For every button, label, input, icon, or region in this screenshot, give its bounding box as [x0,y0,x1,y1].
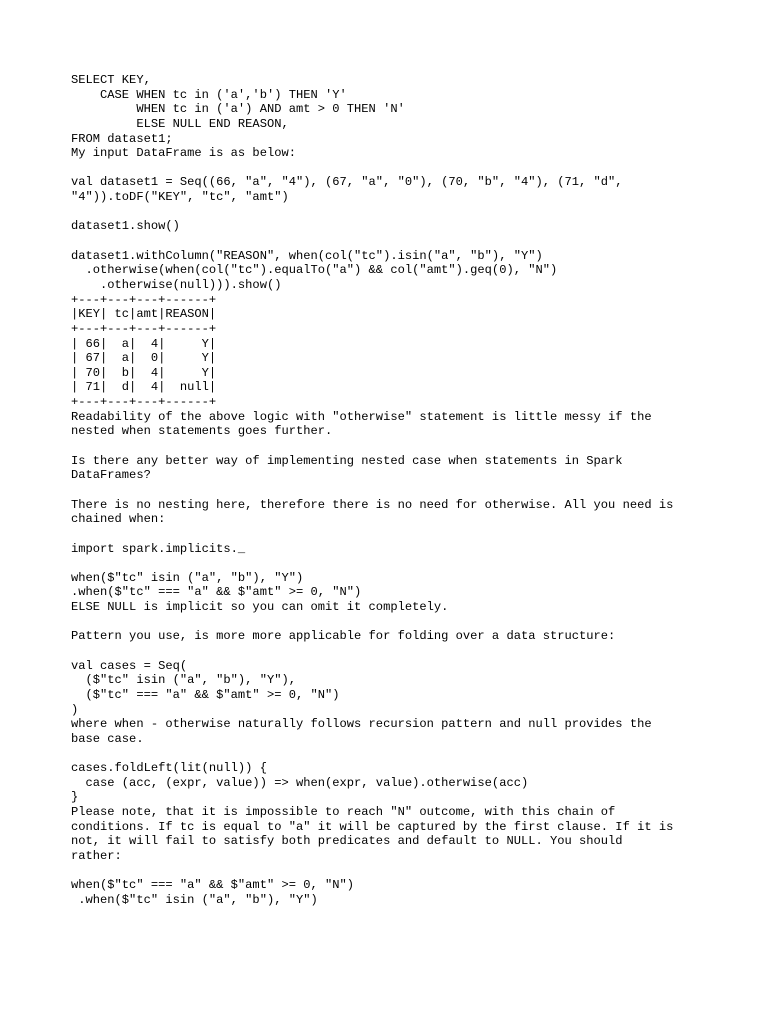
blank-line [71,439,751,454]
table-row: | 71| d| 4| null| [71,380,217,395]
table-row: | 66| a| 4| Y| [71,336,217,351]
sql-line: ELSE NULL END REASON, [71,116,289,131]
text-line: nested when statements goes further. [71,424,333,439]
code-line: ($"tc" === "a" && $"amt" >= 0, "N") [71,687,340,702]
blank-line [71,527,751,542]
code-line: when($"tc" === "a" && $"amt" >= 0, "N") [71,878,355,893]
table-header-line: |KEY| tc|amt|REASON| [71,307,217,322]
table-row: | 70| b| 4| Y| [71,365,217,380]
text-line: conditions. If tc is equal to "a" it will be captured by the first clause. If it is [71,819,674,834]
sql-line: CASE WHEN tc in ('a','b') THEN 'Y' [71,87,347,102]
blank-line [71,864,751,879]
code-line: dataset1.withColumn("REASON", when(col("tc").isin("a", "b"), "Y") [71,248,543,263]
blank-line [71,644,751,659]
text-line: There is no nesting here, therefore there is no need for otherwise. All you need is [71,497,674,512]
document-page [71,73,751,908]
blank-line [71,556,751,571]
text-line: Is there any better way of implementing nested case when statements in Spark [71,453,623,468]
code-line: cases.foldLeft(lit(null)) { [71,761,267,776]
code-line: .when($"tc" isin ("a", "b"), "Y") [71,892,318,907]
code-line: val dataset1 = Seq((66, "a", "4"), (67, "a", "0"), (70, "b", "4"), (71, "d", [71,175,623,190]
code-line: } [71,790,79,805]
code-line: val cases = Seq( [71,658,188,673]
sql-line: FROM dataset1; [71,131,173,146]
table-border-line: +---+---+---+------+ [71,321,217,336]
code-line: ) [71,702,79,717]
code-line: dataset1.show() [71,219,180,234]
sql-line: WHEN tc in ('a') AND amt > 0 THEN 'N' [71,102,405,117]
table-border-line: +---+---+---+------+ [71,292,217,307]
blank-line [71,746,751,761]
sql-line: SELECT KEY, [71,73,151,87]
code-line: .when($"tc" === "a" && $"amt" >= 0, "N") [71,585,362,600]
text-line: My input DataFrame is as below: [71,146,296,161]
table-border-line: +---+---+---+------+ [71,395,217,410]
code-line: .otherwise(when(col("tc").equalTo("a") && col("amt").geq(0), "N") [71,263,558,278]
text-line: base case. [71,731,144,746]
blank-line [71,161,751,176]
blank-line [71,615,751,630]
table-row: | 67| a| 0| Y| [71,351,217,366]
code-line: ($"tc" isin ("a", "b"), "Y"), [71,673,296,688]
code-line: "4")).toDF("KEY", "tc", "amt") [71,190,289,205]
text-line: Please note, that it is impossible to reach "N" outcome, with this chain of [71,805,616,820]
blank-line [71,483,751,498]
text-line: ELSE NULL is implicit so you can omit it completely. [71,600,449,615]
code-line: import spark.implicits._ [71,541,246,556]
blank-line [71,234,751,249]
code-line: when($"tc" isin ("a", "b"), "Y") [71,570,304,585]
text-line: not, it will fail to satisfy both predicates and default to NULL. You should [71,834,623,849]
text-line: rather: [71,848,122,863]
text-line: Pattern you use, is more more applicable for folding over a data structure: [71,629,616,644]
code-line: case (acc, (expr, value)) => when(expr, value).otherwise(acc) [71,775,529,790]
text-line: where when - otherwise naturally follows recursion pattern and null provides the [71,717,652,732]
text-line: Readability of the above logic with "otherwise" statement is little messy if the [71,409,652,424]
text-line: chained when: [71,512,166,527]
blank-line [71,205,751,220]
text-line: DataFrames? [71,468,151,483]
code-line: .otherwise(null))).show() [71,277,282,292]
